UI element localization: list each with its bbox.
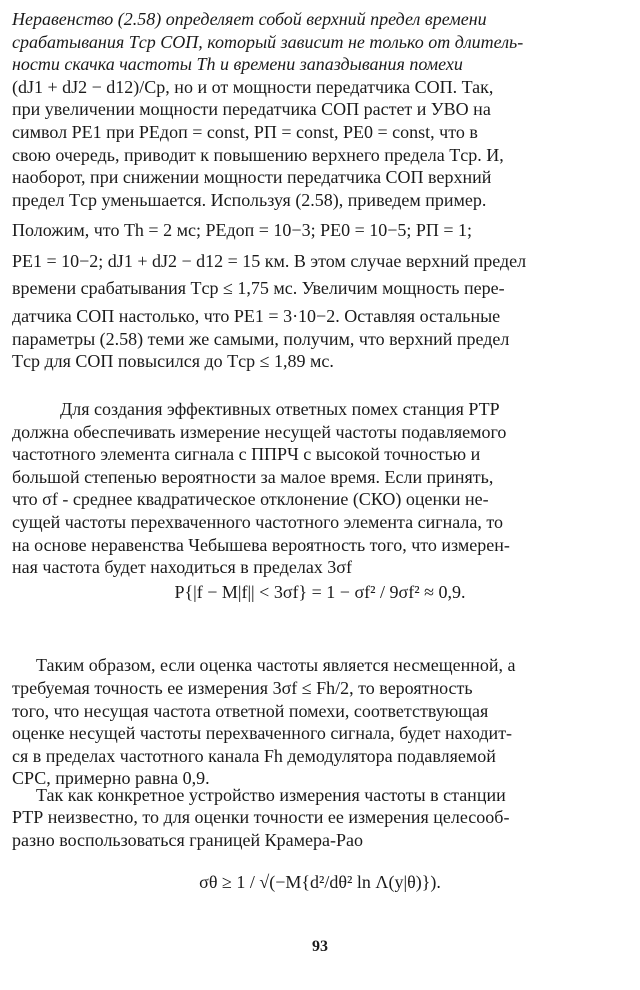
text-line: СРС, примерно равна 0,9. [12,768,210,789]
text-line: ности скачка частоты Th и времени запаздывания помехи [12,54,463,75]
text-line: требуемая точность ее измерения 3σf ≤ Fh/2, то вероятность [12,678,473,698]
text-line: Так как конкретное устройство измерения частоты в станции [36,785,506,805]
text-line: (dJ1 + dJ2 − d12)/Cр, но и от мощности передатчика СОП. Так, [12,76,494,97]
formula-chebyshev: P{|f − M|f|| < 3σf} = 1 − σf² / 9σf² ≈ 0,9. [174,582,466,602]
text-line: Неравенство (2.58) определяет собой верхний предел времени [12,9,487,29]
text-line: Для создания эффективных ответных помех станция РТР [60,399,500,419]
text-line: параметры (2.58) теми же самыми, получим, что верхний предел [12,328,510,349]
text-line: частотного элемента сигнала с ППРЧ с высокой точностью и [12,444,481,465]
paragraph-rtr-station [12,398,626,421]
paragraph-unbiased-estimate [12,654,626,677]
text-line: разно воспользоваться границей Крамера-Рао [12,829,364,850]
text-line: времени срабатывания Tср ≤ 1,75 мс. Увеличим мощность пере- [12,277,505,298]
paragraph-rtr-station-continued [12,421,626,579]
paragraph-cramer-rao-continued [12,806,626,851]
text-line: ся в пределах частотного канала Fh демодулятора подавляемой [12,745,496,766]
text-line: символ PE1 при PEдоп = const, PП = const, PE0 = const, что в [12,121,478,142]
text-line: Таким образом, если оценка частоты является несмещенной, а [36,655,516,675]
text-line: свою очередь, приводит к повышению верхнего предела Tср. И, [12,144,504,165]
text-line: сущей частоты перехваченного частотного элемента сигнала, то [12,511,503,532]
text-line: оценке несущей частоты перехваченного сигнала, будет находит- [12,723,513,744]
paragraph-inequality-2-58 [12,8,626,373]
text-line: наоборот, при снижении мощности передатчика СОП верхний [12,167,492,188]
text-line: Положим, что Th = 2 мс; PEдоп = 10−3; PE0 = 10−5; PП = 1; [12,220,473,241]
text-line: ная частота будет находиться в пределах 3σf [12,557,353,578]
text-line: PE1 = 10−2; dJ1 + dJ2 − d12 = 15 км. В этом случае верхний предел [12,250,527,271]
text-line: при увеличении мощности передатчика СОП растет и УВО на [12,99,491,120]
paragraph-cramer-rao [12,784,626,807]
text-line: что σf - среднее квадратическое отклонение (СКО) оценки не- [12,489,489,510]
text-line: большой степенью вероятности за малое время. Если принять, [12,466,494,487]
text-line: должна обеспечивать измерение несущей частоты подавляемого [12,421,507,442]
text-line: Tср для СОП повысился до Tср ≤ 1,89 мс. [12,351,334,372]
text-line: на основе неравенства Чебышева вероятность того, что измерен- [12,534,510,555]
page-number: 93 [312,938,328,955]
formula-cramer-rao-bound: σθ ≥ 1 / √(−M{d²/dθ² ln Λ(y|θ)}). [199,872,441,892]
text-line: того, что несущая частота ответной помехи, соответствующая [12,700,489,721]
text-line: предел Tср уменьшается. Используя (2.58), приведем пример. [12,189,487,210]
text-line: датчика СОП настолько, что PE1 = 3·10−2. Оставляя остальные [12,306,501,327]
text-line: РТР неизвестно, то для оценки точности ее измерения целесооб- [12,807,510,827]
text-line: срабатывания Tср СОП, который зависит не только от длитель- [12,31,524,52]
paragraph-unbiased-estimate-continued [12,677,626,790]
